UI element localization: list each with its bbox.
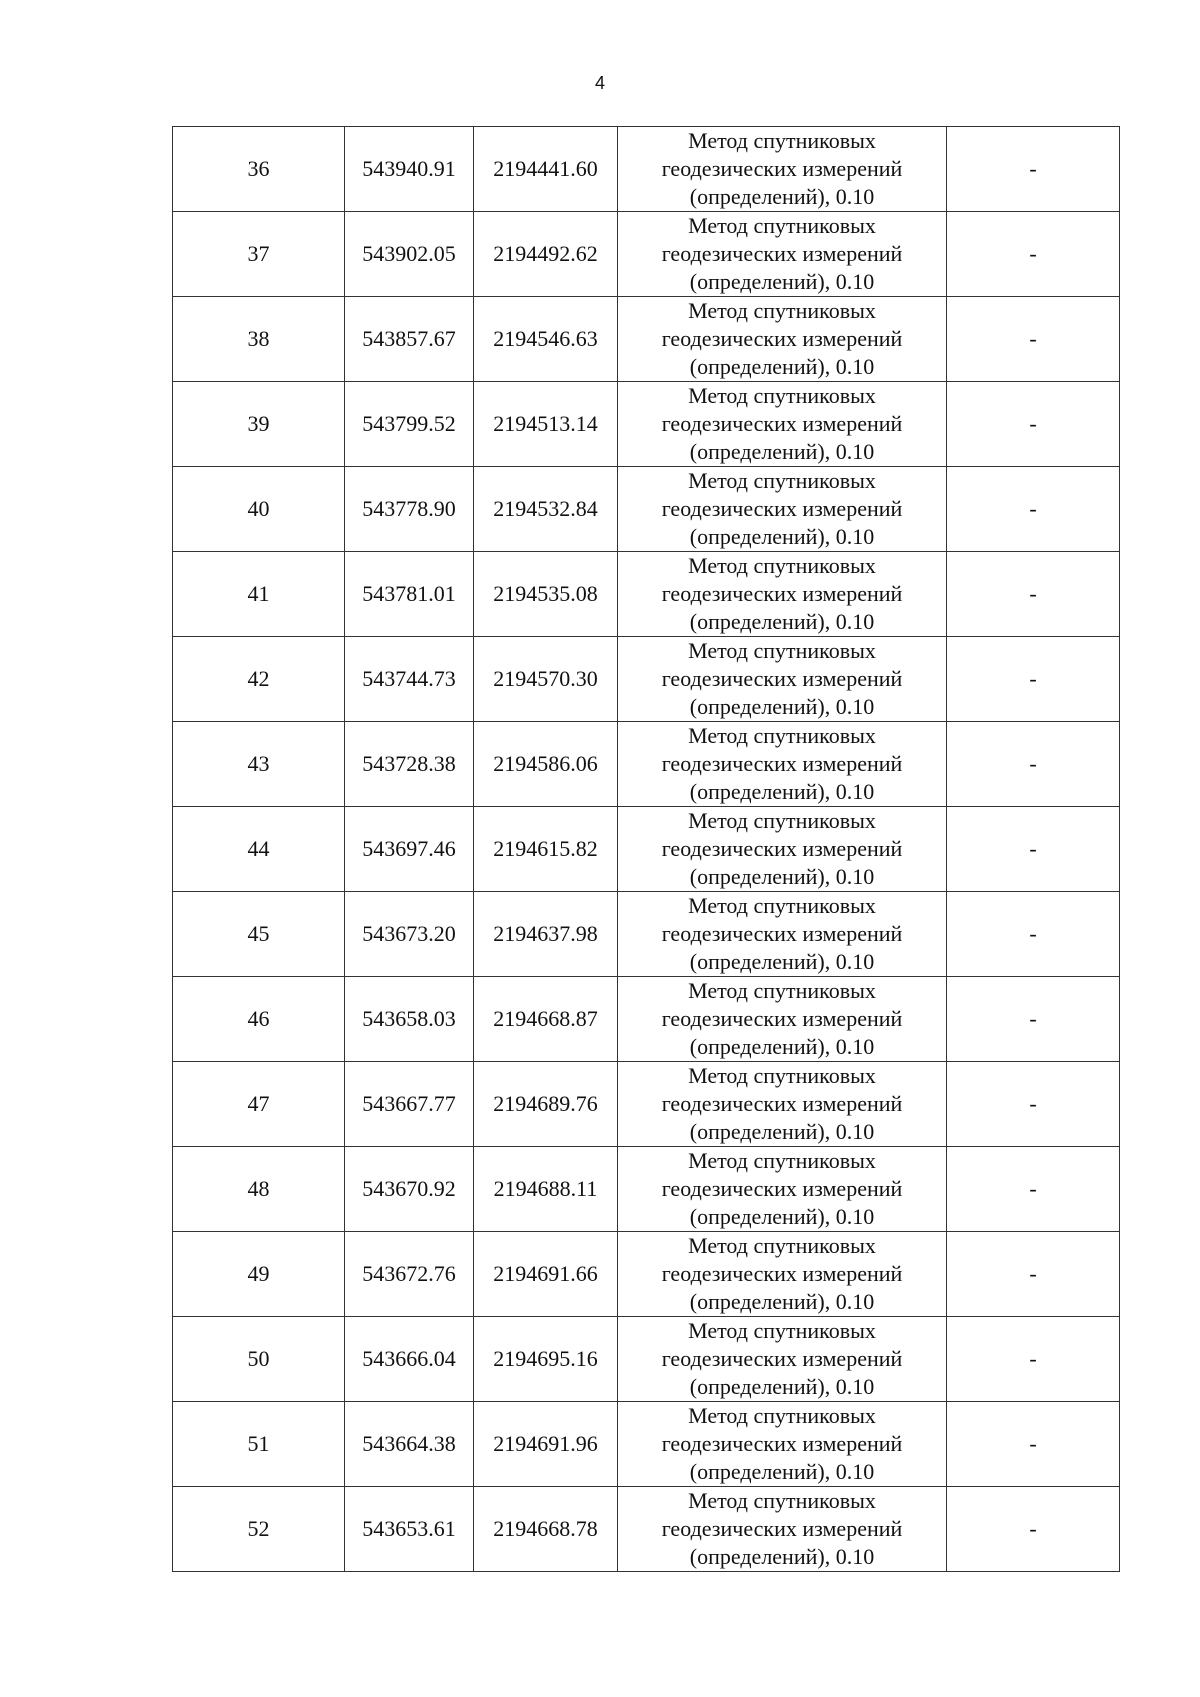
method-cell [618,1317,947,1402]
x-coordinate-cell: 543799.52 [345,382,474,467]
method-line: геодезических измерений [661,1006,903,1031]
y-coordinate-cell: 2194513.14 [474,382,618,467]
y-coordinate-cell: 2194615.82 [474,807,618,892]
method-cell [618,1232,947,1317]
point-number-cell: 36 [173,127,345,212]
description-cell: - [947,807,1120,892]
table-row [173,1402,1120,1487]
method-line: Метод спутниковых [688,383,876,408]
x-coordinate-cell: 543728.38 [345,722,474,807]
table-row [173,467,1120,552]
method-line: Метод спутниковых [688,298,876,323]
point-number-cell: 41 [173,552,345,637]
x-coordinate-cell: 543902.05 [345,212,474,297]
point-number-cell: 43 [173,722,345,807]
description-cell: - [947,127,1120,212]
method-line: (определений), 0.10 [689,779,875,804]
y-coordinate-cell: 2194546.63 [474,297,618,382]
method-line: геодезических измерений [661,1431,903,1456]
description-cell: - [947,552,1120,637]
table-row [173,1147,1120,1232]
point-number-cell: 44 [173,807,345,892]
point-number-cell: 38 [173,297,345,382]
method-line: геодезических измерений [661,1346,903,1371]
method-cell [618,1402,947,1487]
method-line: Метод спутниковых [688,893,876,918]
y-coordinate-cell: 2194689.76 [474,1062,618,1147]
table-row [173,212,1120,297]
table-row [173,977,1120,1062]
method-line: (определений), 0.10 [689,524,875,549]
table-row [173,1487,1120,1572]
table-row [173,297,1120,382]
method-cell [618,552,947,637]
point-number-cell: 46 [173,977,345,1062]
coordinates-table [172,126,1120,1572]
x-coordinate-cell: 543653.61 [345,1487,474,1572]
x-coordinate-cell: 543664.38 [345,1402,474,1487]
method-line: (определений), 0.10 [689,1289,875,1314]
method-line: Метод спутниковых [688,638,876,663]
method-line: Метод спутниковых [688,978,876,1003]
x-coordinate-cell: 543670.92 [345,1147,474,1232]
method-line: (определений), 0.10 [689,864,875,889]
method-cell [618,722,947,807]
description-cell: - [947,637,1120,722]
description-cell: - [947,1402,1120,1487]
point-number-cell: 39 [173,382,345,467]
method-cell [618,467,947,552]
method-cell [618,637,947,722]
method-line: геодезических измерений [661,1516,903,1541]
method-line: Метод спутниковых [688,808,876,833]
method-line: Метод спутниковых [688,1233,876,1258]
y-coordinate-cell: 2194695.16 [474,1317,618,1402]
method-cell [618,977,947,1062]
method-line: (определений), 0.10 [689,1034,875,1059]
x-coordinate-cell: 543672.76 [345,1232,474,1317]
method-line: геодезических измерений [661,411,903,436]
x-coordinate-cell: 543666.04 [345,1317,474,1402]
point-number-cell: 45 [173,892,345,977]
method-line: геодезических измерений [661,921,903,946]
method-line: геодезических измерений [661,241,903,266]
method-line: Метод спутниковых [688,723,876,748]
coordinates-table-body [173,127,1120,1572]
method-cell [618,1147,947,1232]
point-number-cell: 47 [173,1062,345,1147]
description-cell: - [947,1232,1120,1317]
table-row [173,382,1120,467]
description-cell: - [947,1062,1120,1147]
method-line: (определений), 0.10 [689,694,875,719]
method-cell [618,127,947,212]
y-coordinate-cell: 2194441.60 [474,127,618,212]
method-line: (определений), 0.10 [689,1459,875,1484]
method-line: геодезических измерений [661,1091,903,1116]
method-line: геодезических измерений [661,156,903,181]
method-line: (определений), 0.10 [689,1119,875,1144]
table-row [173,892,1120,977]
point-number-cell: 51 [173,1402,345,1487]
y-coordinate-cell: 2194637.98 [474,892,618,977]
x-coordinate-cell: 543781.01 [345,552,474,637]
table-row [173,807,1120,892]
description-cell: - [947,1147,1120,1232]
description-cell: - [947,977,1120,1062]
method-line: Метод спутниковых [688,1318,876,1343]
table-row [173,1232,1120,1317]
y-coordinate-cell: 2194532.84 [474,467,618,552]
method-line: Метод спутниковых [688,1403,876,1428]
method-line: (определений), 0.10 [689,184,875,209]
point-number-cell: 40 [173,467,345,552]
description-cell: - [947,297,1120,382]
x-coordinate-cell: 543697.46 [345,807,474,892]
method-line: геодезических измерений [661,496,903,521]
method-cell [618,1062,947,1147]
x-coordinate-cell: 543667.77 [345,1062,474,1147]
y-coordinate-cell: 2194691.96 [474,1402,618,1487]
description-cell: - [947,892,1120,977]
table-row [173,552,1120,637]
x-coordinate-cell: 543778.90 [345,467,474,552]
x-coordinate-cell: 543940.91 [345,127,474,212]
method-line: геодезических измерений [661,326,903,351]
table-row [173,1317,1120,1402]
y-coordinate-cell: 2194688.11 [474,1147,618,1232]
method-line: геодезических измерений [661,751,903,776]
method-cell [618,382,947,467]
table-row [173,637,1120,722]
method-line: (определений), 0.10 [689,269,875,294]
method-line: Метод спутниковых [688,1063,876,1088]
method-line: (определений), 0.10 [689,1544,875,1569]
method-line: геодезических измерений [661,1176,903,1201]
method-cell [618,807,947,892]
method-line: Метод спутниковых [688,468,876,493]
method-line: (определений), 0.10 [689,354,875,379]
x-coordinate-cell: 543857.67 [345,297,474,382]
method-line: геодезических измерений [661,581,903,606]
method-line: геодезических измерений [661,1261,903,1286]
method-line: Метод спутниковых [688,1148,876,1173]
y-coordinate-cell: 2194535.08 [474,552,618,637]
description-cell: - [947,467,1120,552]
method-line: Метод спутниковых [688,128,876,153]
point-number-cell: 37 [173,212,345,297]
page-number: 4 [594,73,605,93]
point-number-cell: 48 [173,1147,345,1232]
method-line: геодезических измерений [661,836,903,861]
method-cell [618,1487,947,1572]
y-coordinate-cell: 2194668.87 [474,977,618,1062]
x-coordinate-cell: 543744.73 [345,637,474,722]
table-row [173,127,1120,212]
method-line: (определений), 0.10 [689,1374,875,1399]
method-cell [618,297,947,382]
method-line: (определений), 0.10 [689,439,875,464]
point-number-cell: 49 [173,1232,345,1317]
method-cell [618,892,947,977]
y-coordinate-cell: 2194586.06 [474,722,618,807]
description-cell: - [947,212,1120,297]
description-cell: - [947,1317,1120,1402]
description-cell: - [947,1487,1120,1572]
method-cell [618,212,947,297]
y-coordinate-cell: 2194570.30 [474,637,618,722]
method-line: (определений), 0.10 [689,609,875,634]
method-line: Метод спутниковых [688,553,876,578]
point-number-cell: 50 [173,1317,345,1402]
table-row [173,1062,1120,1147]
point-number-cell: 52 [173,1487,345,1572]
method-line: (определений), 0.10 [689,1204,875,1229]
method-line: геодезических измерений [661,666,903,691]
x-coordinate-cell: 543658.03 [345,977,474,1062]
y-coordinate-cell: 2194492.62 [474,212,618,297]
method-line: (определений), 0.10 [689,949,875,974]
description-cell: - [947,722,1120,807]
description-cell: - [947,382,1120,467]
table-row [173,722,1120,807]
point-number-cell: 42 [173,637,345,722]
method-line: Метод спутниковых [688,1488,876,1513]
y-coordinate-cell: 2194691.66 [474,1232,618,1317]
y-coordinate-cell: 2194668.78 [474,1487,618,1572]
method-line: Метод спутниковых [688,213,876,238]
x-coordinate-cell: 543673.20 [345,892,474,977]
